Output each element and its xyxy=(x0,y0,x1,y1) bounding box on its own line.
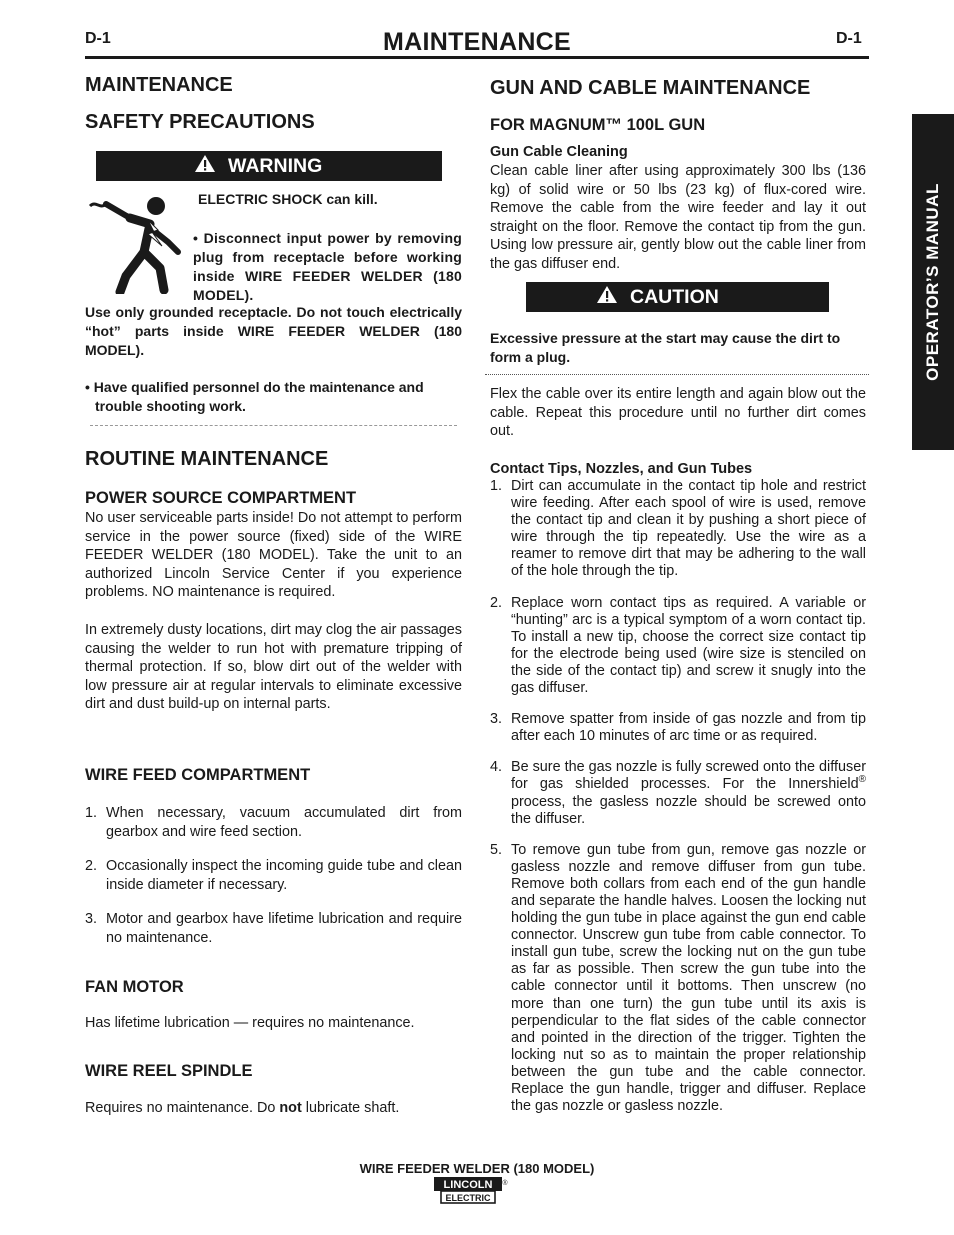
side-tab xyxy=(912,114,954,450)
grounded-warning: Use only grounded receptacle. Do not touch electrically “hot” parts inside WIRE FEEDER WELDER (180 MODEL). xyxy=(85,304,462,358)
svg-text:LINCOLN: LINCOLN xyxy=(443,1179,493,1191)
heading-fan-motor: FAN MOTOR xyxy=(85,978,184,996)
caution-text: Excessive pressure at the start may cause the dirt to form a plug. xyxy=(490,330,841,365)
qualified-personnel-warning: • Have qualified personnel do the maintenance and trouble shooting work. xyxy=(85,379,424,414)
list-item: 4. Be sure the gas nozzle is fully screwed onto the diffuser for gas shielded processes. For the Innershield® process, the gasless nozzle should be screwed onto the diffuser. xyxy=(490,759,866,827)
list-item: 3. Remove spatter from inside of gas nozzle and from tip after each 10 minutes of arc time or as required. xyxy=(490,711,866,745)
warning-label: WARNING xyxy=(228,155,323,177)
warning-banner xyxy=(96,151,442,181)
svg-text:ELECTRIC: ELECTRIC xyxy=(445,1193,491,1203)
heading-safety-precautions: SAFETY PRECAUTIONS xyxy=(85,111,315,133)
heading-wire-reel-spindle: WIRE REEL SPINDLE xyxy=(85,1062,253,1080)
heading-gun-cable-cleaning: Gun Cable Cleaning xyxy=(490,144,628,160)
heading-maintenance: MAINTENANCE xyxy=(85,74,233,96)
list-item: 2. Replace worn contact tips as required. A variable or “hunting” arc is a typical symptom of a worn contact tip. To install a new tip, choose the correct size contact tip for the electrode being used (wire size is stenciled on the side of the contact tip) and screw it snugly into the gas diffuser. xyxy=(490,594,866,697)
header-rule xyxy=(85,56,869,59)
svg-text:®: ® xyxy=(502,1180,508,1187)
warning-triangle-icon xyxy=(194,152,216,182)
shock-bullet: • Disconnect input power by removing plug from receptacle before working inside WIRE FEEDER WELDER (180 MODEL). xyxy=(193,230,462,303)
electric-shock-icon xyxy=(86,190,194,294)
list-item: 1. Dirt can accumulate in the contact tip hole and restrict wire feeding. After each spool of wire is used, remove the contact tip and clean it by pushing a short piece of wire through the tip repeatedly. Use the wire as a reamer to remove dirt that may be adhering to the wall of the hole through the tip. xyxy=(490,478,866,580)
list-item: 3. Motor and gearbox have lifetime lubrication and require no maintenance. xyxy=(85,911,462,946)
power-source-paragraph-1: No user serviceable parts inside! Do not attempt to perform service in the power source (fixed) side of the WIRE FEEDER WELDER (180 MODEL). Take the unit to an authorized Lincoln Service Center if you experience problems. NO maintenance is required. xyxy=(85,510,462,601)
caution-triangle-icon xyxy=(596,283,618,313)
fan-motor-text: Has lifetime lubrication — requires no maintenance. xyxy=(85,1015,415,1031)
heading-wire-feed: WIRE FEED COMPARTMENT xyxy=(85,766,311,784)
lincoln-electric-logo xyxy=(433,1176,509,1206)
power-source-paragraph-2: In extremely dusty locations, dirt may clog the air passages causing the welder to run hot with premature tripping of thermal protection. If so, blow dirt out of the welder with low pressure air at regular intervals to eliminate excessive dirt and dust build-up on internal parts. xyxy=(85,622,462,713)
heading-magnum-gun: FOR MAGNUM™ 100L GUN xyxy=(490,116,706,134)
list-item: 2. Occasionally inspect the incoming guide tube and clean inside diameter if necessary. xyxy=(85,858,462,893)
page-title: MAINTENANCE xyxy=(382,28,572,56)
heading-power-source: POWER SOURCE COMPARTMENT xyxy=(85,489,357,507)
caution-divider xyxy=(485,374,869,375)
shock-title: ELECTRIC SHOCK can kill. xyxy=(198,191,378,207)
warning-divider xyxy=(90,425,457,426)
heading-contact-tips: Contact Tips, Nozzles, and Gun Tubes xyxy=(490,461,753,477)
wire-reel-spindle-text: Requires no maintenance. Do not lubricate shaft. xyxy=(85,1100,400,1116)
heading-routine-maintenance: ROUTINE MAINTENANCE xyxy=(85,448,329,470)
list-item: 5. To remove gun tube from gun, remove gas nozzle or gasless nozzle and remove diffuser from gun tube. Remove both collars from each end of the gun handle and separate the handle halves. Loosen the locking nut holding the gun tube in place against the gun end cable connector. Unscrew gun tube from cable connector. To install gun tube, screw the locking nut on the gun tube as far as possible. Then screw the gun tube into the cable connector until it bottoms. Then unscrew (no more than one turn) the gun tube until its axis is perpendicular to the flat sides of the cable connector and pointed in the direction of the trigger. Tighten the locking nut so as to maintain the proper relationship between the gun tube and the cable connector. Replace the gun handle, trigger and diffuser. Replace the gas nozzle or gasless nozzle. xyxy=(490,841,866,1115)
flex-cable-paragraph: Flex the cable over its entire length and again blow out the cable. Repeat this procedure until no further dirt comes out. xyxy=(490,386,866,440)
wire-feed-list xyxy=(85,804,462,948)
cable-cleaning-paragraph: Clean cable liner after using approximately 300 lbs (136 kg) of solid wire or 50 lbs (23 kg) of flux-cored wire. Remove the cable from the wire feeder and lay it out straight on the floor. Remove the contact tip from the gun. Using low pressure air, gently blow out the cable liner from the gas diffuser end. xyxy=(490,163,866,272)
footer-model: WIRE FEEDER WELDER (180 MODEL) xyxy=(359,1161,595,1176)
side-tab-label: OPERATOR’S MANUAL xyxy=(923,183,942,381)
page-code-left: D-1 xyxy=(85,30,111,47)
caution-banner xyxy=(526,282,829,312)
list-item: 1. When necessary, vacuum accumulated dirt from gearbox and wire feed section. xyxy=(85,805,462,840)
caution-label: CAUTION xyxy=(630,286,719,308)
page-code-right: D-1 xyxy=(836,30,862,47)
heading-gun-cable-maintenance: GUN AND CABLE MAINTENANCE xyxy=(490,77,811,99)
contact-tips-list xyxy=(490,478,866,1115)
